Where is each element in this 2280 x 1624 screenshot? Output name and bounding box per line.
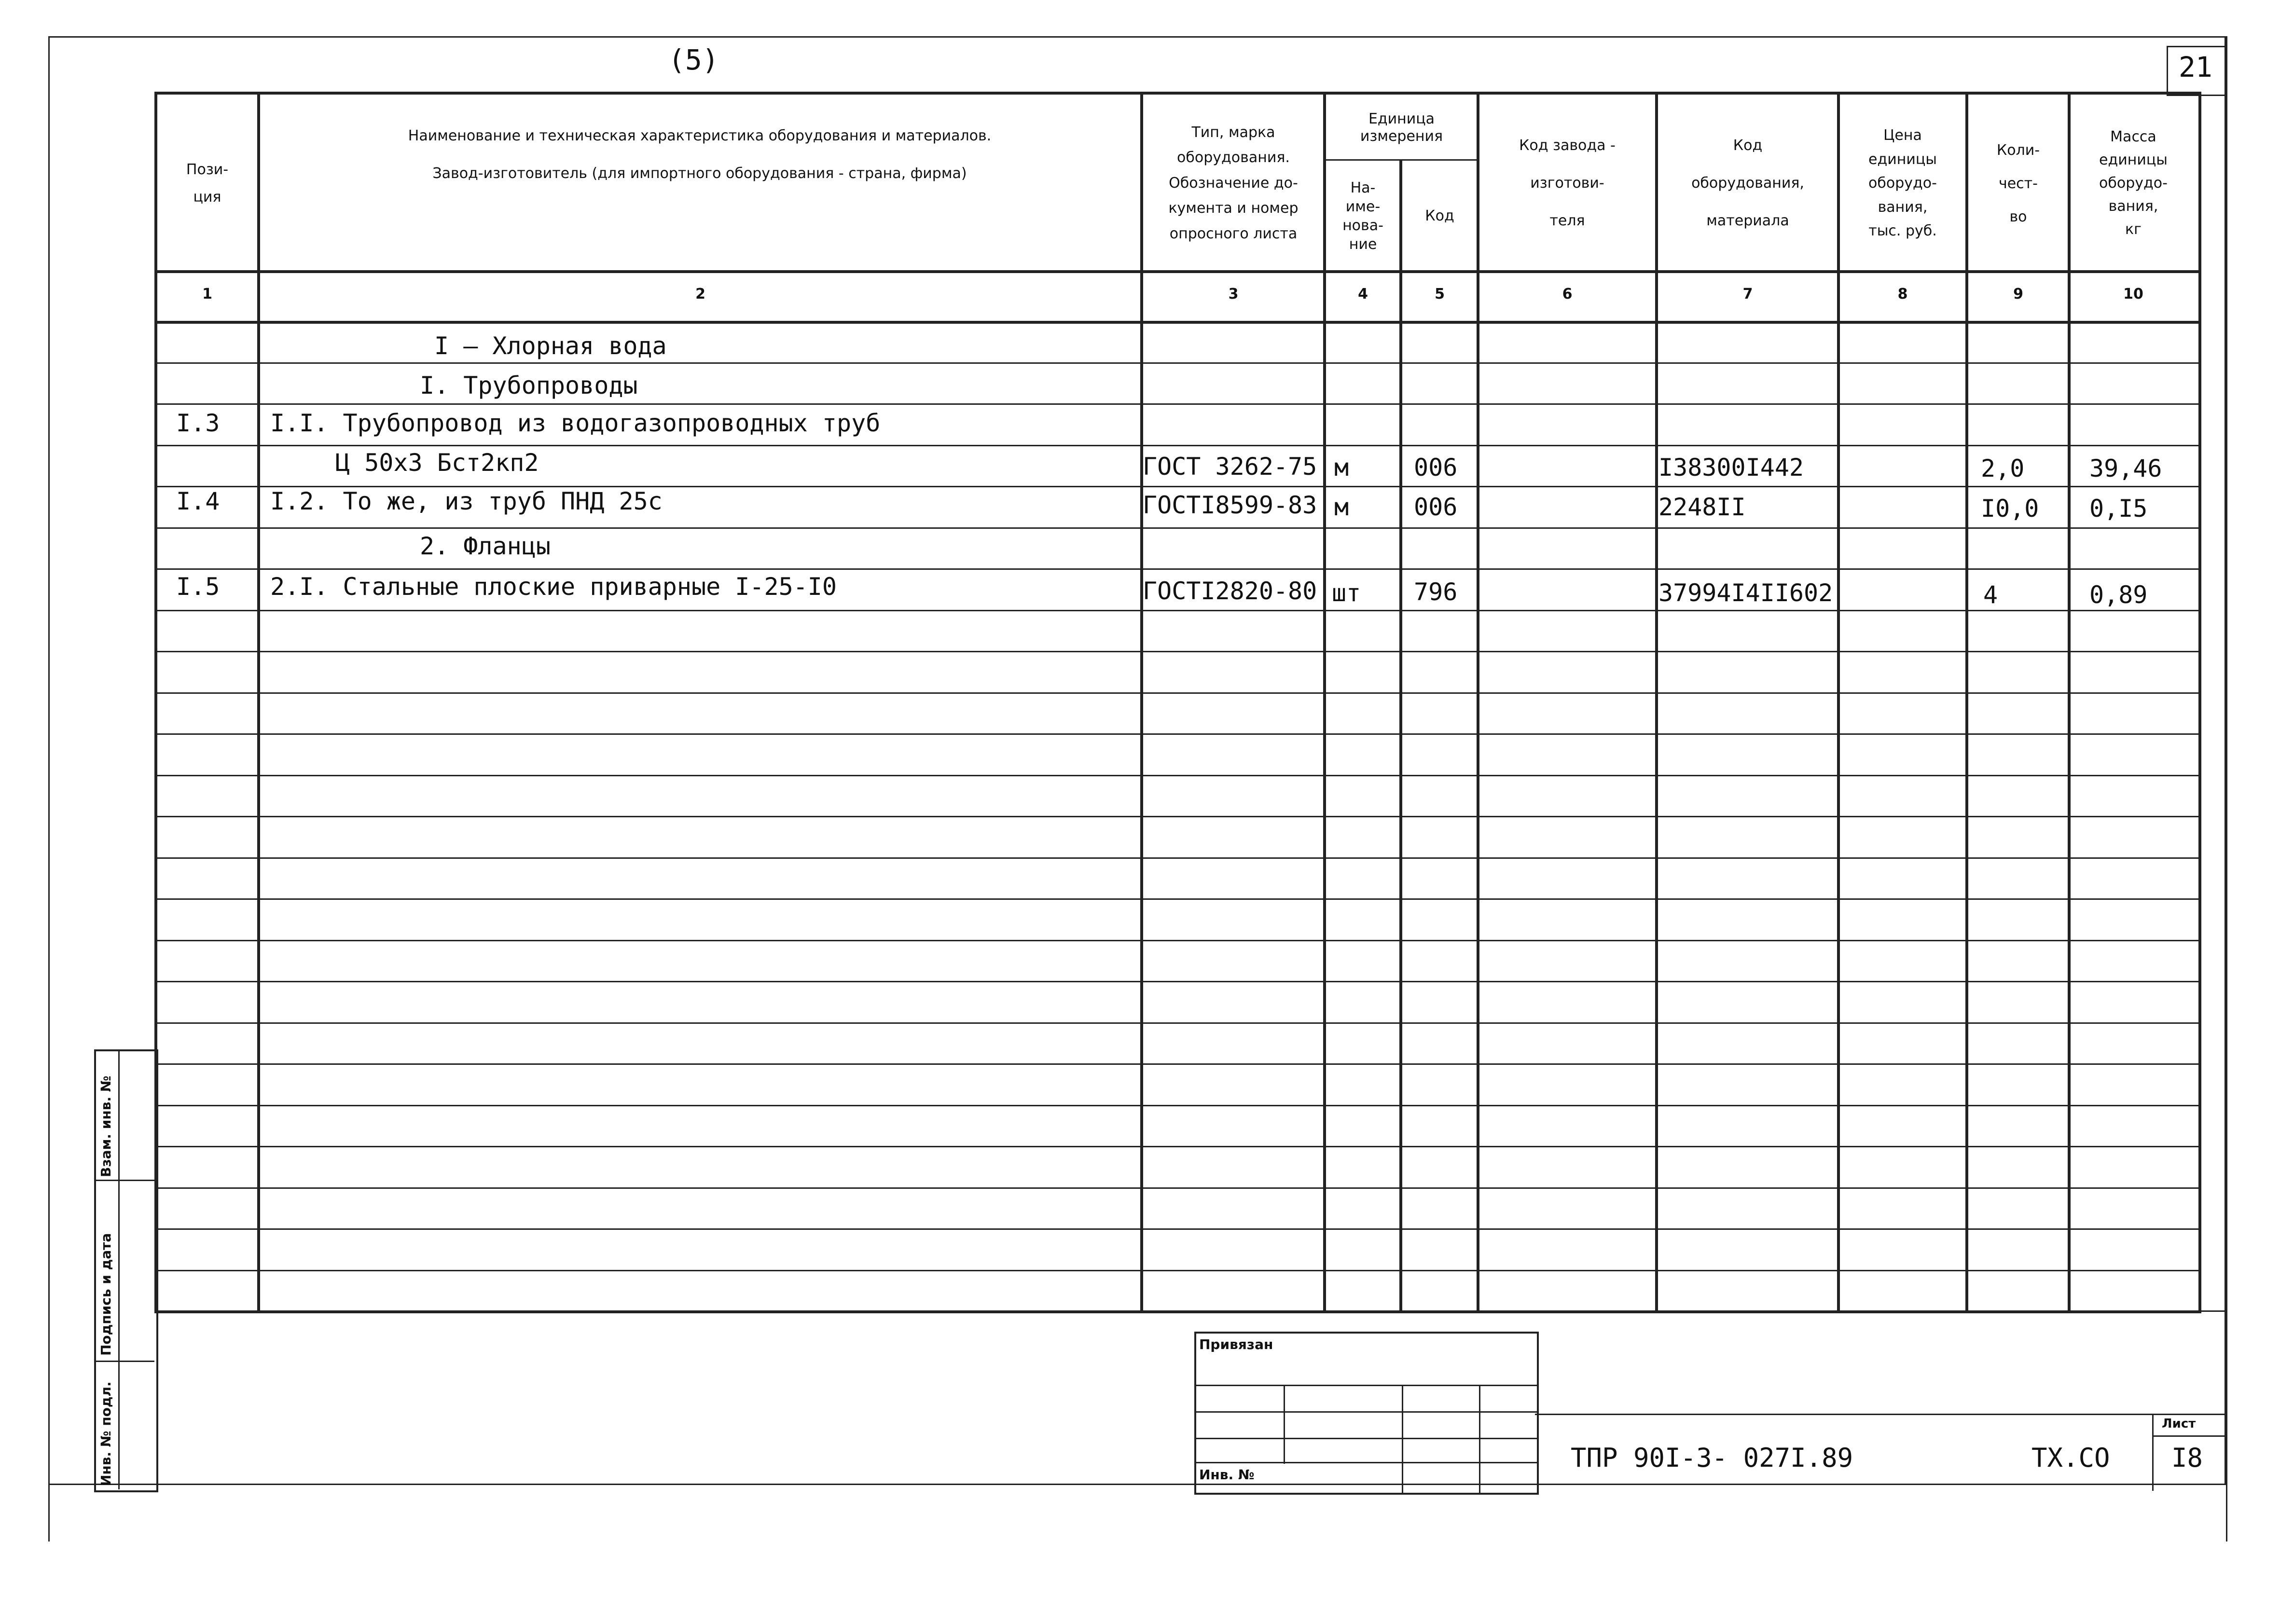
row-position: I.5 [176,573,220,601]
row-line [154,403,2198,405]
header-mass: Масса единицы оборудо- вания, кг [2099,128,2168,238]
row-type: ГОСТ 3262-75 [1143,453,1317,481]
privyazan-label: Привязан [1199,1336,1273,1352]
col-line-8 [1965,92,1968,1310]
row-line [154,610,2198,611]
privyazan-vline-2 [1402,1385,1403,1493]
privyazan-vline-1 [1284,1385,1285,1464]
stamp-top-line [154,1310,2225,1312]
row-line [154,1270,2198,1271]
row-quantity: 2,0 [1981,454,2025,482]
row-position: I.4 [176,487,220,515]
privyazan-line-1 [1194,1385,1537,1386]
document-code: ТПР 90I-3- 027I.89 [1571,1443,1853,1473]
row-line [154,775,2198,776]
row-line [154,692,2198,694]
top-page-number: (5) [668,43,719,76]
header-unit-code: Код [1425,207,1454,224]
privyazan-vline-3 [1479,1385,1480,1493]
row-line [154,857,2198,859]
col-line-6 [1655,92,1658,1310]
header-unit-group: Единица измерения [1360,110,1443,145]
privyazan-line-3 [1194,1438,1537,1439]
colnum-10: 10 [2123,286,2143,303]
side-stamp-inner-line [118,1049,120,1489]
header-unit-name: На- име- нова- ние [1342,179,1383,253]
header-name: Наименование и техническая характеристика оборудования и материалов. Завод-изготовитель (для импортного оборудования - страна, фирма) [408,127,992,182]
row-line [154,527,2198,529]
side-label-podpis: Подпись и дата [98,1233,114,1356]
side-stamp-divider-1 [94,1180,154,1181]
row-name: 2.I. Стальные плоские приварные I-25-I0 [270,573,837,601]
header-plant-code: Код завода - изготови- теля [1519,137,1616,229]
row-line [154,651,2198,652]
colnum-4: 4 [1358,286,1368,303]
col-line-5 [1477,92,1479,1310]
colnum-5: 5 [1435,286,1445,303]
side-label-vzam: Взам. инв. № [98,1075,114,1177]
header-price: Цена единицы оборудо- вания, тыс. руб. [1868,127,1937,240]
row-line [154,362,2198,364]
sheet-number: I8 [2171,1443,2203,1473]
row-unit-code: 006 [1414,493,1458,521]
colnum-bottom-line [154,321,2198,324]
sheet-label-line [2152,1435,2226,1437]
col-line-7 [1837,92,1840,1310]
row-line [154,1228,2198,1230]
header-material-code: Код оборудования, материала [1691,137,1804,229]
row-position: I.3 [176,409,220,437]
titleblock-top-line [1535,1414,2226,1415]
row-unit: м [1334,454,1349,482]
row-name: I.I. Трубопровод из водогазопроводных труб [270,409,881,437]
section-code: ТХ.СО [2031,1443,2110,1473]
row-mass: 39,46 [2089,454,2162,482]
row-name: I – Хлорная вода [434,332,667,360]
row-line [154,1022,2198,1024]
row-type: ГОСТI8599-83 [1143,491,1317,519]
row-material-code: 37994I4II602 [1658,579,1833,607]
privyazan-line-4 [1194,1462,1537,1463]
row-quantity: 4 [1983,581,1998,609]
header-bottom-line [154,270,2198,273]
row-unit: м [1334,493,1349,521]
header-quantity: Коли- чест- во [1996,141,2040,225]
corner-sheet-number: 21 [2179,51,2212,83]
row-type: ГОСТI2820-80 [1143,577,1317,605]
col-line-4 [1399,159,1402,1310]
colnum-8: 8 [1897,286,1908,303]
row-name: I. Трубопроводы [420,372,638,399]
row-material-code: I38300I442 [1658,454,1804,482]
col-line-2 [1140,92,1143,1310]
row-line [154,981,2198,982]
sheet-box-line [2152,1414,2154,1491]
row-unit: шт [1332,579,1361,607]
table-frame [154,92,2201,1313]
colnum-3: 3 [1228,286,1239,303]
page-left-border [48,36,50,1541]
header-position: Пози- ция [186,161,229,206]
row-mass: 0,I5 [2089,495,2148,523]
col-line-1 [257,92,260,1310]
row-line [154,733,2198,735]
row-line [154,1063,2198,1065]
row-name: Ц 50х3 Бст2кп2 [335,449,539,477]
row-line [154,898,2198,900]
row-unit-code: 796 [1414,578,1458,606]
row-name: 2. Фланцы [420,532,551,560]
page-right-border [2226,36,2227,1541]
row-unit-code: 006 [1414,454,1458,482]
sheet-label: Лист [2162,1417,2196,1431]
row-line [154,1187,2198,1189]
row-line [154,445,2198,446]
side-stamp-divider-2 [94,1361,154,1362]
page-top-border [48,36,2226,38]
row-line [154,1105,2198,1106]
row-line [154,1146,2198,1147]
row-mass: 0,89 [2089,581,2148,609]
col-line-9 [2068,92,2071,1310]
col-line-3 [1323,92,1326,1310]
row-line [154,940,2198,941]
row-line [154,568,2198,570]
header-type: Тип, марка оборудования. Обозначение до- кумента и номер опросного листа [1168,124,1299,242]
privyazan-line-2 [1194,1411,1537,1413]
colnum-6: 6 [1562,286,1573,303]
row-quantity: I0,0 [1981,495,2039,523]
row-line [154,816,2198,817]
row-name: I.2. То же, из труб ПНД 25с [270,487,663,515]
colnum-1: 1 [202,286,212,303]
inv-no-label: Инв. № [1199,1467,1255,1483]
colnum-2: 2 [695,286,705,303]
row-material-code: 2248II [1658,493,1746,521]
colnum-9: 9 [2013,286,2023,303]
side-label-inv-podl: Инв. № подл. [98,1381,114,1486]
colnum-7: 7 [1742,286,1753,303]
